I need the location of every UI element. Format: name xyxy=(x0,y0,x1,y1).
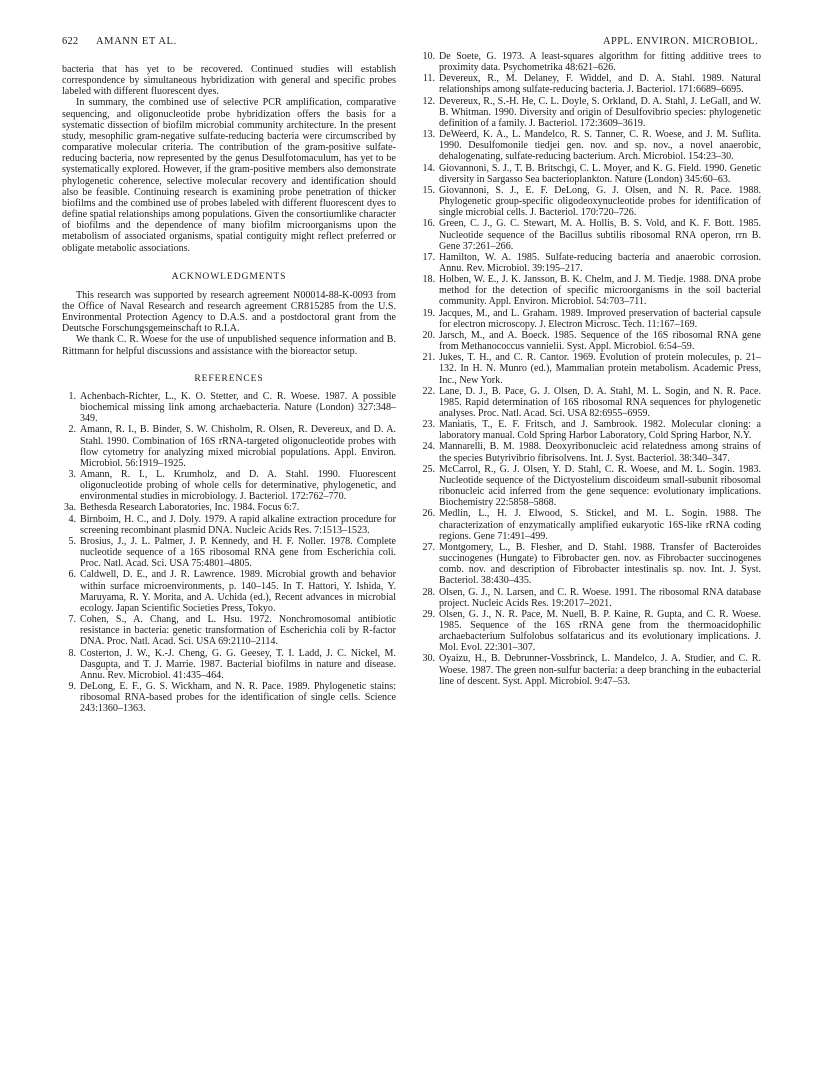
reference-text: Giovannoni, S. J., E. F. DeLong, G. J. Olsen, and N. R. Pace. 1988. Phylogenetic group-specific oligodeoxynucleotide probes for identification of single microbial cells. J. Bacteriol. 170:720–726. xyxy=(439,184,761,219)
reference-entry xyxy=(62,648,396,681)
reference-entry xyxy=(62,469,396,502)
reference-text: Olsen, G. J., N. R. Pace, M. Nuell, B. P. Kaine, R. Gupta, and C. R. Woese. 1985. Sequence of the 16S rRNA gene from the thermoacidophilic archaebacterium Sulfolobus solfataricus and its evolutionary implications. J. Mol. Evol. 22:301–307. xyxy=(439,608,761,654)
reference-number: 4. xyxy=(68,513,76,525)
reference-text: Devereux, R., M. Delaney, F. Widdel, and D. A. Stahl. 1989. Natural relationships among sulfate-reducing bacteria. J. Bacteriol. 171:6689–6695. xyxy=(439,73,761,96)
reference-number: 15. xyxy=(422,184,435,196)
reference-entry xyxy=(62,681,396,714)
reference-entry xyxy=(419,218,761,251)
reference-text: Amann, R. I., B. Binder, S. W. Chisholm, R. Olsen, R. Devereux, and D. A. Stahl. 1990. Combination of 16S rRNA-targeted oligonucleotide probes with flow cytometry for analyzing mixed microbial populations. Appl. Environ. Microbiol. 56:1919–1925. xyxy=(80,424,396,469)
reference-number: 11. xyxy=(422,73,435,85)
reference-entry xyxy=(419,163,761,185)
reference-text: Jacques, M., and L. Graham. 1989. Improved preservation of bacterial capsule for electron microscopy. J. Electron Microsc. Tech. 11:167–169. xyxy=(439,307,761,330)
reference-text: Oyaizu, H., B. Debrunner-Vossbrinck, L. Mandelco, J. A. Studier, and C. R. Woese. 1987. The green non-sulfur bacteria: a deep branching in the eubacterial line of descent. Syst. Appl. Microbiol. 9:47–53. xyxy=(439,653,761,687)
reference-number: 21. xyxy=(422,352,435,364)
reference-text: Devereux, R., S.-H. He, C. L. Doyle, S. Orkland, D. A. Stahl, J. LeGall, and W. B. Whitman. 1990. Diversity and origin of Desulfovibrio species: phylogenetic definition of a family. J. Bacteriol. 172:3609–3619. xyxy=(439,95,761,129)
reference-number: 16. xyxy=(422,218,435,230)
running-authors: AMANN ET AL. xyxy=(96,36,177,47)
reference-entry xyxy=(419,441,761,463)
reference-entry xyxy=(419,274,761,307)
reference-number: 24. xyxy=(422,441,435,453)
reference-entry xyxy=(419,96,761,129)
reference-entry xyxy=(419,464,761,509)
reference-text: Jarsch, M., and A. Boeck. 1985. Sequence of the 16S ribosomal RNA gene from Methanococcus vannielii. Syst. Appl. Microbiol. 6:54–59. xyxy=(439,329,761,353)
reference-text: DeLong, E. F., G. S. Wickham, and N. R. Pace. 1989. Phylogenetic stains: ribosomal RNA-based probes for the identification of single cells. Science 243:1360–1363. xyxy=(80,680,396,715)
reference-number: 6. xyxy=(68,569,76,581)
right-column xyxy=(419,51,761,687)
reference-entry xyxy=(419,542,761,587)
reference-number: 20. xyxy=(422,329,435,341)
reference-entry xyxy=(62,502,396,513)
reference-entry xyxy=(419,386,761,419)
reference-number: 5. xyxy=(68,535,76,547)
reference-text: Holben, W. E., J. K. Jansson, B. K. Chelm, and J. M. Tiedje. 1988. DNA probe method for the detection of specific microorganisms in the soil bacterial community. Appl. Environ. Microbiol. 54:703–711. xyxy=(439,274,761,308)
reference-number: 17. xyxy=(422,251,435,263)
reference-text: Mannarelli, B. M. 1988. Deoxyribonucleic acid relatedness among strains of the species Butyrivibrio fibrisolvens. Int. J. Syst. Bacteriol. 38:340–347. xyxy=(439,441,761,464)
reference-number: 2. xyxy=(68,424,76,436)
reference-entry xyxy=(419,508,761,541)
acknowledgment-paragraph: We thank C. R. Woese for the use of unpublished sequence information and B. Rittmann for helpful discussions and assistance with the bioreactor setup. xyxy=(62,334,396,357)
reference-entry xyxy=(419,185,761,218)
reference-entry xyxy=(62,514,396,536)
reference-number: 19. xyxy=(422,307,435,319)
reference-number: 3. xyxy=(68,469,76,480)
reference-number: 14. xyxy=(422,162,435,174)
left-column xyxy=(62,64,396,714)
body-paragraph: bacteria that has yet to be recovered. Continued studies will establish correspondence by simultaneous hybridization with general and specific probes labeled with different fluorescent dyes. xyxy=(62,64,396,98)
reference-entry xyxy=(62,614,396,647)
reference-text: Brosius, J., J. L. Palmer, J. P. Kennedy, and H. F. Noller. 1978. Complete nucleotide sequence of a 16S ribosomal RNA gene from Escherichia coli. Proc. Natl. Acad. Sci. USA 75:4801–4805. xyxy=(80,535,396,570)
reference-list-right xyxy=(419,51,761,687)
reference-text: Bethesda Research Laboratories, Inc. 1984. Focus 6:7. xyxy=(80,502,300,514)
acknowledgment-paragraph: This research was supported by research agreement N00014-88-K-0093 from the Office of Naval Research and research agreement CR815285 from the U.S. Environmental Protection Agency to D.A.S. and a postdoctoral grant from the Deutsche Forschungsgemeinschaft to R.I.A. xyxy=(62,289,396,335)
reference-text: DeWeerd, K. A., L. Mandelco, R. S. Tanner, C. R. Woese, and J. M. Suflita. 1990. Desulfomonile tiedjei gen. nov. and sp. nov., a novel anaerobic, dehalogenating, sulfate-reducing bacterium. Arch. Microbiol. 154:23–30. xyxy=(439,129,761,163)
reference-entry xyxy=(419,129,761,162)
reference-text: Amann, R. I., L. Krumholz, and D. A. Stahl. 1990. Fluorescent oligonucleotide probing of whole cells for determinative, phylogenetic, and environmental studies in microbiology. J. Bacteriol. 172:762–770. xyxy=(80,469,396,503)
running-header xyxy=(62,36,758,50)
reference-entry xyxy=(419,308,761,330)
reference-text: Giovannoni, S. J., T. B. Britschgi, C. L. Moyer, and K. G. Field. 1990. Genetic diversity in Sargasso Sea bacterioplankton. Nature (London) 345:60–63. xyxy=(439,162,761,185)
reference-text: Birnboim, H. C., and J. Doly. 1979. A rapid alkaline extraction procedure for screening recombinant plasmid DNA. Nucleic Acids Res. 7:1513–1523. xyxy=(80,513,396,536)
reference-number: 18. xyxy=(422,274,435,286)
reference-number: 12. xyxy=(422,95,435,107)
reference-number: 8. xyxy=(68,647,76,659)
reference-number: 26. xyxy=(422,508,435,520)
reference-number: 25. xyxy=(422,463,435,475)
reference-text: McCarrol, R., G. J. Olsen, Y. D. Stahl, C. R. Woese, and M. L. Sogin. 1983. Nucleotide sequence of the Dictyostelium discoideum small-subunit ribosomal ribonucleic acid inferred from the gene sequence: evolutionary implications. Biochemistry 22:5858–5868. xyxy=(439,463,761,509)
reference-text: Green, C. J., G. C. Stewart, M. A. Hollis, B. S. Vold, and K. F. Bott. 1985. Nucleotide sequence of the Bacillus subtilis ribosomal RNA operon, rrn B. Gene 37:261–266. xyxy=(439,218,761,252)
reference-text: Cohen, S., A. Chang, and L. Hsu. 1972. Nonchromosomal antibiotic resistance in bacteria: genetic transformation of Escherichia coli by R-factor DNA. Proc. Natl. Acad. Sci. USA 69:2110–2114. xyxy=(80,614,396,648)
reference-entry xyxy=(62,569,396,614)
reference-number: 3a. xyxy=(64,502,76,514)
reference-text: Hamilton, W. A. 1985. Sulfate-reducing bacteria and anaerobic corrosion. Annu. Rev. Microbiol. 39:195–217. xyxy=(439,251,761,274)
references-heading: REFERENCES xyxy=(194,372,264,384)
reference-entry xyxy=(62,424,396,469)
reference-text: Jukes, T. H., and C. R. Cantor. 1969. Evolution of protein molecules, p. 21–132. In H. N. Munro (ed.), Mammalian protein metabolism. Academic Press, Inc., New York. xyxy=(439,352,761,386)
reference-text: Medlin, L., H. J. Elwood, S. Stickel, and M. L. Sogin. 1988. The characterization of enzymatically amplified eukaryotic 16S-like rRNA coding regions. Gene 71:491–499. xyxy=(439,508,761,542)
reference-text: Lane, D. J., B. Pace, G. J. Olsen, D. A. Stahl, M. L. Sogin, and N. R. Pace. 1985. Rapid determination of 16S ribosomal RNA sequences for phylogenetic analyses. Proc. Natl. Acad. Sci. USA 82:6955–6959. xyxy=(439,385,761,419)
summary-paragraph: In summary, the combined use of selective PCR amplification, comparative sequencing, and oligonucleotide probe hybridization offers the basis for a systematic dissection of biofilm microbial community architecture. In the present study, mesophilic gram-negative sulfate-reducing bacteria were circumscribed by comparative molecular criteria. The contribution of the gram-positive sulfate-reducing bacteria, now represented by the genus Desulfotomaculum, has yet to be systematically explored. However, if the gram-positive members also demonstrate phylogenetic coherence, selective molecular recovery and identification should also be feasible. Continuing research is examining probe penetration of thicker biofilms and the combined use of probes labeled with different fluorescent dyes to define spatial relationships among populations. Given the consortiumlike character of biofilms and the dependence of many biofilm microorganisms upon the metabolism of associated organisms, spatial contiguity might reflect preferred or obligate metabolic associations. xyxy=(62,97,396,254)
reference-entry xyxy=(419,419,761,441)
reference-entry xyxy=(62,391,396,424)
page-number: 622 xyxy=(62,36,79,47)
reference-entry xyxy=(419,330,761,352)
reference-number: 30. xyxy=(422,653,435,665)
reference-text: Maniatis, T., E. F. Fritsch, and J. Sambrook. 1982. Molecular cloning: a laboratory manual. Cold Spring Harbor Laboratory, Cold Spring Harbor, N.Y. xyxy=(439,419,761,442)
reference-text: Caldwell, D. E., and J. R. Lawrence. 1989. Microbial growth and behavior within surface microenvironments, p. 140–145. In T. Hattori, Y. Ishida, Y. Maruyama, R. Y. Morita, and A. Uchida (ed.), Recent advances in microbial ecology. Japan Scientific Societies Press, Tokyo. xyxy=(80,569,396,614)
reference-entry xyxy=(62,536,396,569)
reference-entry xyxy=(419,587,761,609)
acknowledgments-heading: ACKNOWLEDGMENTS xyxy=(171,270,287,282)
reference-text: Olsen, G. J., N. Larsen, and C. R. Woese. 1991. The ribosomal RNA database project. Nucleic Acids Res. 19:2017–2021. xyxy=(439,586,761,609)
reference-number: 28. xyxy=(422,586,435,598)
reference-number: 13. xyxy=(422,129,435,141)
reference-number: 23. xyxy=(422,419,435,431)
reference-number: 7. xyxy=(68,614,76,626)
reference-entry xyxy=(419,653,761,686)
reference-text: Achenbach-Richter, L., K. O. Stetter, and C. R. Woese. 1987. A possible biochemical missing link among archaebacteria. Nature (London) 327:348–349. xyxy=(80,390,396,425)
reference-text: Montgomery, L., B. Flesher, and D. Stahl. 1988. Transfer of Bacteroides succinogenes (Hungate) to Fibrobacter gen. nov. as Fibrobacter succinogenes comb. nov. and description of Fibrobacter intestinalis sp. nov. Int. J. Syst. Bacteriol. 38:430–435. xyxy=(439,541,761,587)
reference-entry xyxy=(419,352,761,385)
reference-number: 9. xyxy=(68,680,76,692)
reference-entry xyxy=(419,51,761,73)
reference-entry xyxy=(419,252,761,274)
reference-number: 1. xyxy=(68,390,76,402)
reference-number: 10. xyxy=(422,51,435,62)
reference-text: De Soete, G. 1973. A least-squares algorithm for fitting additive trees to proximity data. Psychometrika 48:621–626. xyxy=(439,51,761,74)
reference-entry xyxy=(419,609,761,654)
journal-name: APPL. ENVIRON. MICROBIOL. xyxy=(603,36,758,47)
reference-number: 22. xyxy=(422,385,435,397)
reference-text: Costerton, J. W., K.-J. Cheng, G. G. Geesey, T. I. Ladd, J. C. Nickel, M. Dasgupta, and T. J. Marrie. 1987. Bacterial biofilms in nature and disease. Annu. Rev. Microbiol. 41:435–464. xyxy=(80,647,396,681)
reference-entry xyxy=(419,73,761,95)
reference-list-left xyxy=(62,391,396,715)
reference-number: 29. xyxy=(422,608,435,620)
reference-number: 27. xyxy=(422,541,435,553)
